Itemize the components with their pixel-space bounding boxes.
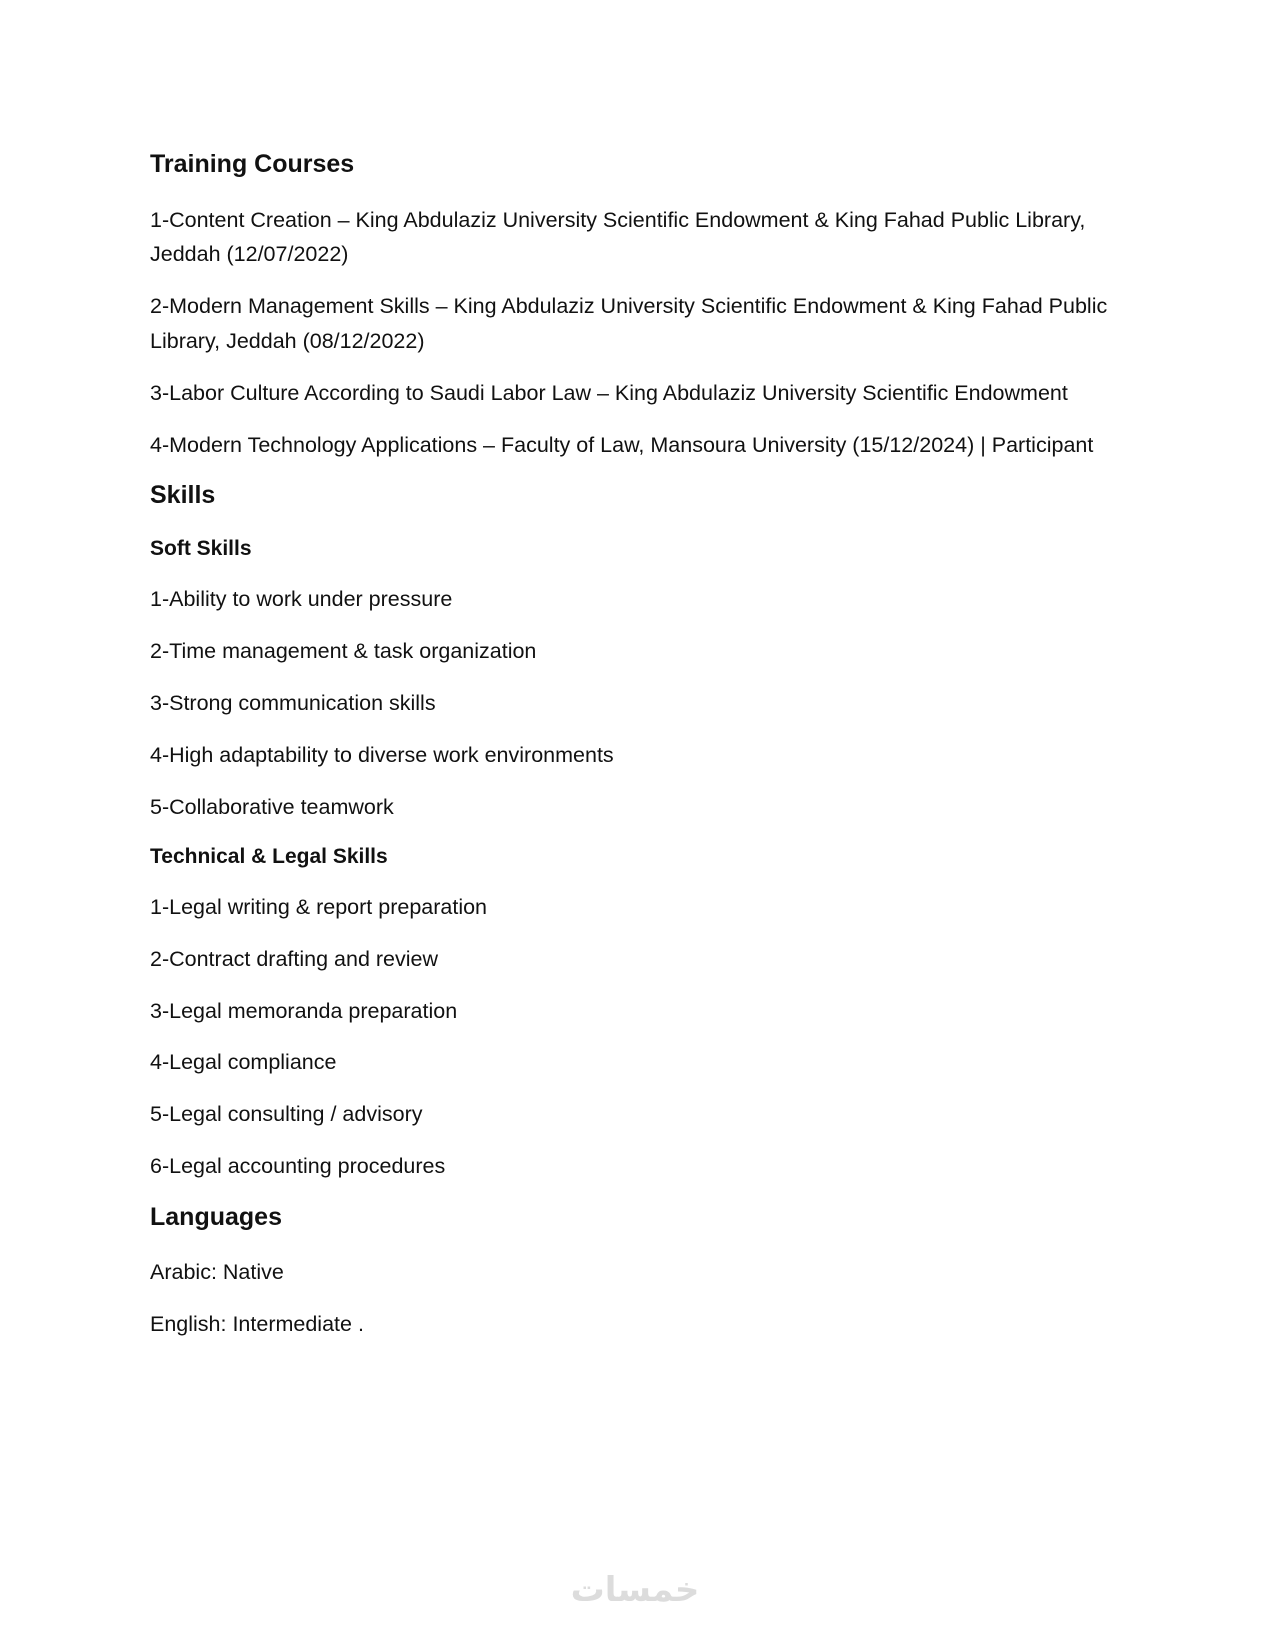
soft-skill-item: 1-Ability to work under pressure xyxy=(150,587,453,612)
training-course-item: 3-Labor Culture According to Saudi Labor Law – King Abdulaziz University Scientific Endowment xyxy=(150,380,1068,405)
soft-skill-item: 2-Time management & task organization xyxy=(150,639,537,664)
training-course-item: 4-Modern Technology Applications – Faculty of Law, Mansoura University (15/12/2024) | Participant xyxy=(150,432,1094,457)
soft-skill-item: 4-High adaptability to diverse work environments xyxy=(150,742,614,767)
training-course-item: 1-Content Creation – King Abdulaziz University Scientific Endowment & King Fahad Public Library, Jeddah (12/07/2022) xyxy=(150,207,1086,267)
technical-skill-item: 4-Legal compliance xyxy=(150,1050,337,1075)
technical-skill-item: 5-Legal consulting / advisory xyxy=(150,1102,423,1127)
language-item: English: Intermediate . xyxy=(150,1312,364,1337)
watermark-logo: خمسات xyxy=(570,1570,700,1610)
technical-legal-skills-heading: Technical & Legal Skills xyxy=(150,844,388,868)
soft-skill-item: 3-Strong communication skills xyxy=(150,691,436,716)
training-courses-section xyxy=(150,148,1130,462)
technical-skill-item: 6-Legal accounting procedures xyxy=(150,1154,446,1179)
languages-heading: Languages xyxy=(150,1202,282,1231)
skills-section xyxy=(150,479,1130,1183)
language-item: Arabic: Native xyxy=(150,1260,284,1285)
languages-section xyxy=(150,1201,1130,1342)
skills-heading: Skills xyxy=(150,481,216,510)
soft-skills-heading: Soft Skills xyxy=(150,536,252,560)
soft-skill-item: 5-Collaborative teamwork xyxy=(150,794,394,819)
technical-skill-item: 1-Legal writing & report preparation xyxy=(150,894,488,919)
technical-skill-item: 2-Contract drafting and review xyxy=(150,946,439,971)
training-courses-heading: Training Courses xyxy=(150,150,355,178)
document-page xyxy=(150,148,1130,1359)
training-course-item: 2-Modern Management Skills – King Abdulaziz University Scientific Endowment & King Fahad Public Library, Jeddah (08/12/2022) xyxy=(150,294,1108,353)
technical-skill-item: 3-Legal memoranda preparation xyxy=(150,998,458,1023)
